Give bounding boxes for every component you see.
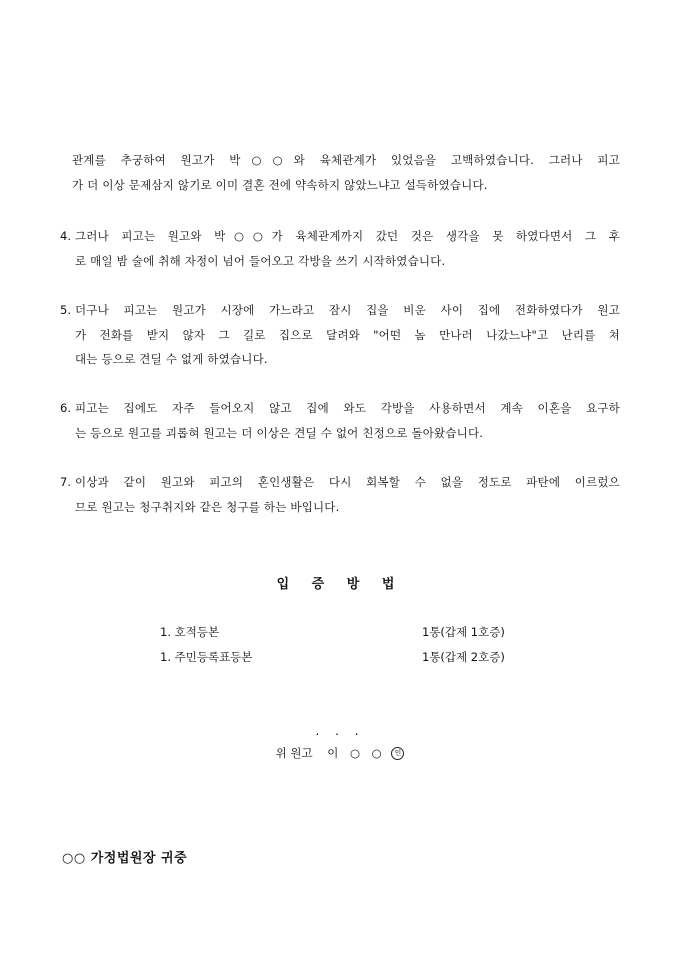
paragraph-6-line-1: 피고는 집에도 자주 들어오지 않고 집에 와도 각방을 사용하면서 계속 이혼을 요구하	[75, 401, 620, 415]
paragraph-number-5: 5.	[60, 303, 71, 317]
evidence-item-name: 1. 주민등록표등본	[160, 650, 253, 664]
paragraph-4-line-1: 그러나 피고는 원고와 박○○가 육체관계까지 갔던 것은 생각을 못 하였다면서 그 후	[75, 229, 620, 243]
paragraph-5-line-3: 대는 등으로 견딜 수 없게 하였습니다.	[75, 352, 268, 366]
paragraph-number-7: 7.	[60, 475, 71, 489]
paragraph-5-line-2: 가 전화를 받지 않자 그 길로 집으로 달려와 "어떤 놈 만나러 나갔느냐"고 난리를 쳐	[75, 328, 620, 342]
paragraph-6-line-2: 는 등으로 원고를 괴롭혀 원고는 더 이상은 견딜 수 없어 친정으로 돌아왔습니다.	[75, 426, 484, 440]
paragraph-number-4: 4.	[60, 229, 71, 243]
evidence-item-name: 1. 호적등본	[160, 625, 220, 639]
signature-label: 위 원고	[275, 746, 313, 760]
signature-line	[0, 745, 680, 761]
paragraph-7-line-1: 이상과 같이 원고와 피고의 혼인생활은 다시 회복할 수 없을 정도로 파탄에 이르렀으	[75, 475, 620, 489]
evidence-item-count: 1통(갑제 1호증)	[422, 625, 505, 639]
paragraph-7-line-2: 므로 원고는 청구취지와 같은 청구를 하는 바입니다.	[75, 500, 340, 514]
paragraph-4-line-2: 로 매일 밤 술에 취해 자정이 넘어 들어오고 각방을 쓰기 시작하였습니다.	[75, 254, 446, 268]
continuation-line-2: 가 더 이상 문제삼지 않기로 이미 결혼 전에 약속하지 않았느냐고 설득하였습니다.	[72, 178, 488, 192]
court-addressee: ○○ 가정법원장 귀중	[62, 851, 188, 866]
paragraph-5-line-1: 더구나 피고는 원고가 시장에 가느라고 잠시 집을 비운 사이 집에 전화하였다가 원고	[75, 303, 620, 317]
paragraph-number-6: 6.	[60, 401, 71, 415]
continuation-line-1: 관계를 추궁하여 원고가 박○○와 육체관계가 있었음을 고백하였습니다. 그러나 피고	[72, 153, 620, 167]
seal-mark: 인	[391, 747, 404, 760]
evidence-item-count: 1통(갑제 2호증)	[422, 650, 505, 664]
evidence-heading: 입 증 방 법	[276, 577, 404, 592]
signature-name: 이 ○ ○	[327, 746, 386, 760]
ellipsis-dots: . . .	[315, 724, 365, 738]
